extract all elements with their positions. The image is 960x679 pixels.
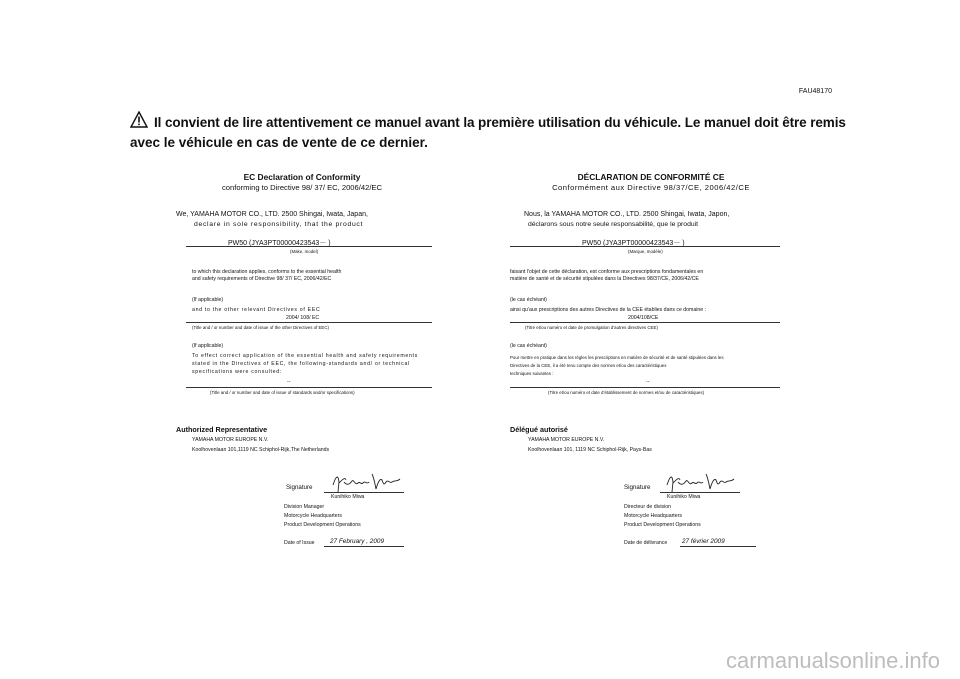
fr-role-1: Directeur de division: [624, 504, 671, 510]
en-standards-caption: (Title and / or number and date of issue of standards and/or specifications): [210, 390, 355, 395]
en-rep-heading: Authorized Representative: [176, 425, 268, 434]
fr-role-3: Product Development Operations: [624, 522, 701, 528]
fr-we-line: Nous, la YAMAHA MOTOR CO., LTD. 2500 Shingai, Iwata, Japon,: [524, 211, 730, 218]
fr-product: PW50 (JYA3PT00000423543－ ): [582, 240, 685, 247]
fr-standards-value: --: [646, 379, 650, 385]
fr-product-underline: [510, 246, 780, 247]
en-we-line: We, YAMAHA MOTOR CO., LTD. 2500 Shingai, Iwata, Japan,: [176, 211, 368, 218]
fr-directive-caption: (Titre et/ou numéro et date de promulgation d’autres directives CEE): [525, 325, 658, 330]
fr-standards-line-1: Pour mettre en pratique dans les règles les prescriptions en matière de sécurité et de santé stipulées dans les: [510, 355, 724, 360]
en-standards-underline: [186, 387, 432, 388]
fr-date-label: Date de délivrance: [624, 540, 668, 546]
fr-other-directives: ainsi qu’aux prescriptions des autres Directives de la CEE établies dans ce domaine :: [510, 307, 707, 313]
en-title: EC Declaration of Conformity: [243, 172, 361, 182]
en-product-underline: [186, 246, 432, 247]
en-role-1: Division Manager: [284, 504, 325, 510]
fr-signature-underline: [660, 492, 740, 493]
fr-signer-name: Kunihiko Miwa: [667, 494, 701, 500]
en-role-3: Product Development Operations: [284, 522, 361, 528]
en-standards-line-3: specifications were consulted:: [192, 369, 282, 375]
en-role-2: Motorcycle Headquarters: [284, 513, 342, 519]
en-signature-underline: [324, 492, 404, 493]
fr-applies-line-1: faisant l’objet de cette déclaration, est conforme aux prescriptions fondamentales en: [510, 269, 704, 275]
fr-rep-heading: Délégué autorisé: [510, 425, 568, 434]
fr-rep-company: YAMAHA MOTOR EUROPE N.V.: [528, 437, 605, 443]
en-rep-address: Koolhovenlaan 101,1119 NC Schiphol-Rijk,The Netherlands: [192, 447, 330, 453]
fr-if-applicable-2: (le cas échéant): [510, 343, 547, 349]
en-applies-line-2: and safety requirements of Directive 98/ 37/ EC, 2006/42/EC: [192, 276, 332, 282]
fr-directive-underline: [510, 322, 780, 323]
en-product: PW50 (JYA3PT00000423543－ ): [228, 240, 331, 247]
en-directive-value: 2004/ 108/ EC: [286, 315, 320, 321]
fr-if-applicable-1: (le cas échéant): [510, 297, 547, 303]
en-signature-image: [330, 470, 402, 494]
en-standards-line-2: stated in the Directives of EEC, the following-standards and/ or technical: [192, 361, 410, 367]
en-directive-caption: (Title and / or number and date of issue of the other Directives of EEC): [192, 325, 329, 330]
en-signature-label: Signature: [286, 484, 313, 491]
fr-declare-line: déclarons sous notre seule responsabilité, que le produit: [528, 221, 699, 228]
fr-rep-address: Koolhovenlaan 101, 1119 NC Schiphol-Rijk, Pays-Bas: [528, 447, 652, 453]
en-standards-line-1: To effect correct application of the essential health and safety requirements: [192, 353, 418, 359]
warning-triangle-icon: [130, 111, 148, 128]
en-applies-line-1: to which this declaration applies, conforms to the essential health: [192, 269, 342, 275]
fr-signature-label: Signature: [624, 484, 651, 491]
en-date-value: 27 February , 2009: [330, 538, 384, 545]
fr-title: DÉCLARATION DE CONFORMITÉ CE: [577, 172, 725, 182]
warning-text-line-1: Il convient de lire attentivement ce manuel avant la première utilisation du véhicule. Le manuel doit être remis: [154, 115, 846, 130]
watermark: [0, 640, 960, 679]
fr-standards-line-2: Directives de la CEE, il a été tenu compte des normes et/ou des caractéristiques: [510, 363, 667, 368]
fr-applies-line-2: matière de santé et de sécurité stipulées dans la Directives 98/37/CE, 2006/42/CE: [510, 276, 699, 282]
en-if-applicable-1: (If applicable): [192, 297, 224, 303]
en-date-underline: [324, 546, 404, 547]
fr-role-2: Motorcycle Headquarters: [624, 513, 682, 519]
warning-text-line-2: avec le véhicule en cas de vente de ce dernier.: [130, 135, 428, 150]
fr-directive-value: 2004/108/CE: [628, 315, 659, 321]
fr-signature-image: [664, 470, 736, 494]
fr-date-value: 27 février 2009: [682, 538, 725, 545]
fr-standards-underline: [510, 387, 780, 388]
document-code: FAU48170: [798, 88, 832, 95]
en-declare-line: declare in sole responsibility, that the product: [194, 221, 364, 228]
fr-date-underline: [680, 546, 756, 547]
en-if-applicable-2: (If applicable): [192, 343, 224, 349]
en-rep-company: YAMAHA MOTOR EUROPE N.V.: [192, 437, 269, 443]
en-signer-name: Kunihiko Miwa: [331, 494, 365, 500]
fr-standards-caption: (Titre et/ou numéro et date d’établissement de normes et/ou de caractéristiques): [548, 390, 705, 395]
en-directive-underline: [186, 322, 432, 323]
en-other-directives: and to the other relevant Directives of EEC: [192, 307, 321, 313]
en-product-caption: (Make, model): [290, 249, 319, 254]
en-date-label: Date of Issue: [284, 540, 315, 546]
en-standards-value: --: [287, 379, 291, 385]
en-subtitle: conforming to Directive 98/ 37/ EC, 2006/42/EC: [222, 183, 382, 192]
watermark-text: carmanualsonline.info: [725, 648, 940, 673]
fr-subtitle: Conformément aux Directive 98/37/CE, 2006/42/CE: [552, 183, 750, 192]
fr-product-caption: (Marque, modèle): [628, 249, 663, 254]
fr-standards-line-3: techniques suivantes :: [510, 371, 554, 376]
